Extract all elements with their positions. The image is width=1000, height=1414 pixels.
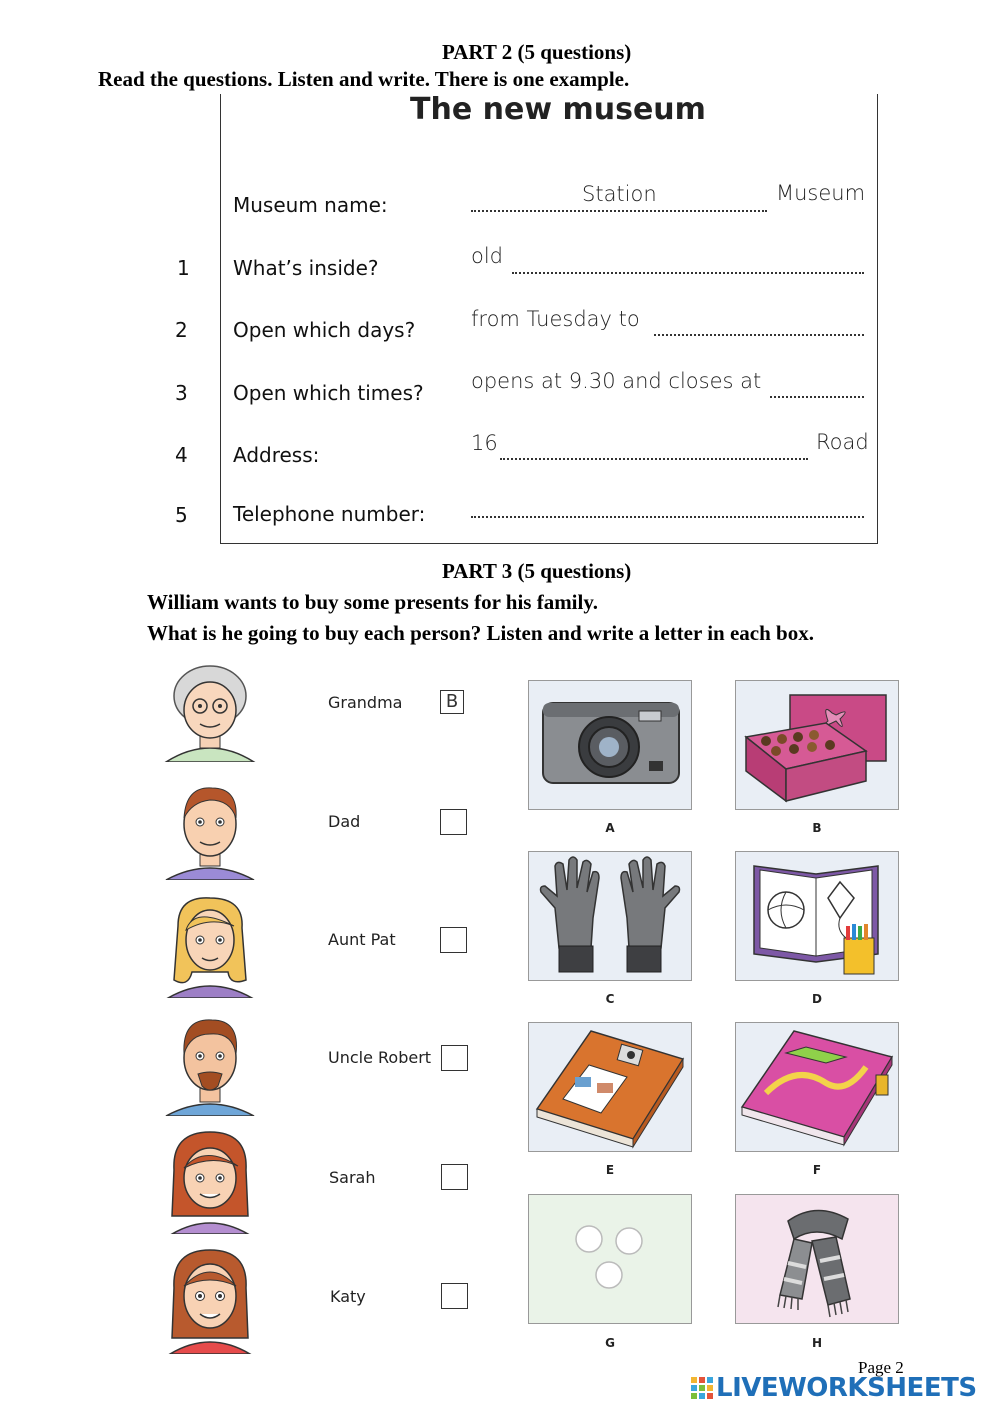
row-label-open-times: Open which times? [233,381,424,405]
empty-picture-icon [529,1195,691,1323]
dad-face [164,778,256,880]
picture-letter-a: A [605,821,615,835]
liveworksheets-logo-icon [690,1376,714,1402]
row-label-telephone: Telephone number: [233,502,426,526]
picture-letter-h: H [811,1336,823,1350]
row-label-open-days: Open which days? [233,318,416,342]
aunt-pat-face [164,896,256,998]
picture-f-diary [735,1022,899,1152]
answer-box-sarah[interactable] [441,1164,468,1190]
part3-instruction-2: What is he going to buy each person? Listen and write a letter in each box. [147,621,814,645]
picture-letter-f: F [812,1163,822,1177]
open-days-prefix: from Tuesday to [471,307,640,331]
answer-box-aunt-pat[interactable] [440,927,467,953]
picture-letter-g: G [605,1336,615,1350]
grandma-face [164,662,256,762]
question-number-4: 4 [175,443,188,467]
person-name-aunt-pat: Aunt Pat [328,930,396,949]
camera-icon [529,681,691,809]
uncle-robert-face [164,1012,256,1116]
liveworksheets-brand: LIVEWORKSHEETS [716,1373,977,1403]
picture-letter-d: D [812,992,822,1006]
answer-line-2[interactable] [654,334,864,336]
part2-heading: PART 2 (5 questions) [442,40,632,64]
question-number-2: 2 [175,318,188,342]
answer-box-uncle-robert[interactable] [441,1045,468,1071]
answer-box-dad[interactable] [440,809,467,835]
picture-g-empty [528,1194,692,1324]
answer-box-katy[interactable] [441,1283,468,1309]
question-number-1: 1 [177,256,190,280]
answer-line-3[interactable] [770,396,864,398]
picture-a-camera [528,680,692,810]
answer-line-1[interactable] [512,272,864,274]
row-label-address: Address: [233,443,320,467]
scarf-icon [736,1195,898,1323]
chocolates-icon [736,681,898,809]
answer-line-4[interactable] [500,458,808,460]
picture-letter-b: B [812,821,822,835]
sarah-face [164,1130,256,1234]
form-title: The new museum [410,92,706,127]
answer-line-5[interactable] [471,516,864,518]
row-label-whats-inside: What’s inside? [233,256,379,280]
person-name-katy: Katy [330,1287,366,1306]
address-suffix: Road [816,430,869,454]
person-name-uncle-robert: Uncle Robert [328,1048,432,1067]
gloves-icon [529,852,691,980]
museum-suffix: Museum [776,181,866,205]
part2-instruction: Read the questions. Listen and write. There is one example. [98,67,630,91]
person-name-dad: Dad [328,812,361,831]
question-number-5: 5 [175,503,188,527]
picture-d-colouring-book [735,851,899,981]
address-prefix: 16 [471,431,498,455]
diary-icon [736,1023,898,1151]
answer-box-grandma[interactable]: B [440,690,464,714]
picture-letter-c: C [605,992,615,1006]
question-number-3: 3 [175,381,188,405]
colouring-book-icon [736,852,898,980]
answer-line-museum-name [471,210,767,212]
picture-e-photo-album [528,1022,692,1152]
person-name-grandma: Grandma [328,693,403,712]
picture-h-scarf [735,1194,899,1324]
part3-instruction-1: William wants to buy some presents for his family. [147,590,598,614]
person-name-sarah: Sarah [329,1168,376,1187]
picture-c-gloves [528,851,692,981]
picture-b-chocolates [735,680,899,810]
example-answer: Station [582,182,657,206]
open-times-prefix: opens at 9.30 and closes at [471,369,762,393]
photo-album-icon [529,1023,691,1151]
picture-letter-e: E [605,1163,615,1177]
row-label-museum-name: Museum name: [233,193,388,217]
part3-heading: PART 3 (5 questions) [442,559,632,583]
katy-face [164,1248,256,1354]
whats-inside-prefix: old [471,244,504,268]
page-number: Page 2 [858,1358,904,1377]
